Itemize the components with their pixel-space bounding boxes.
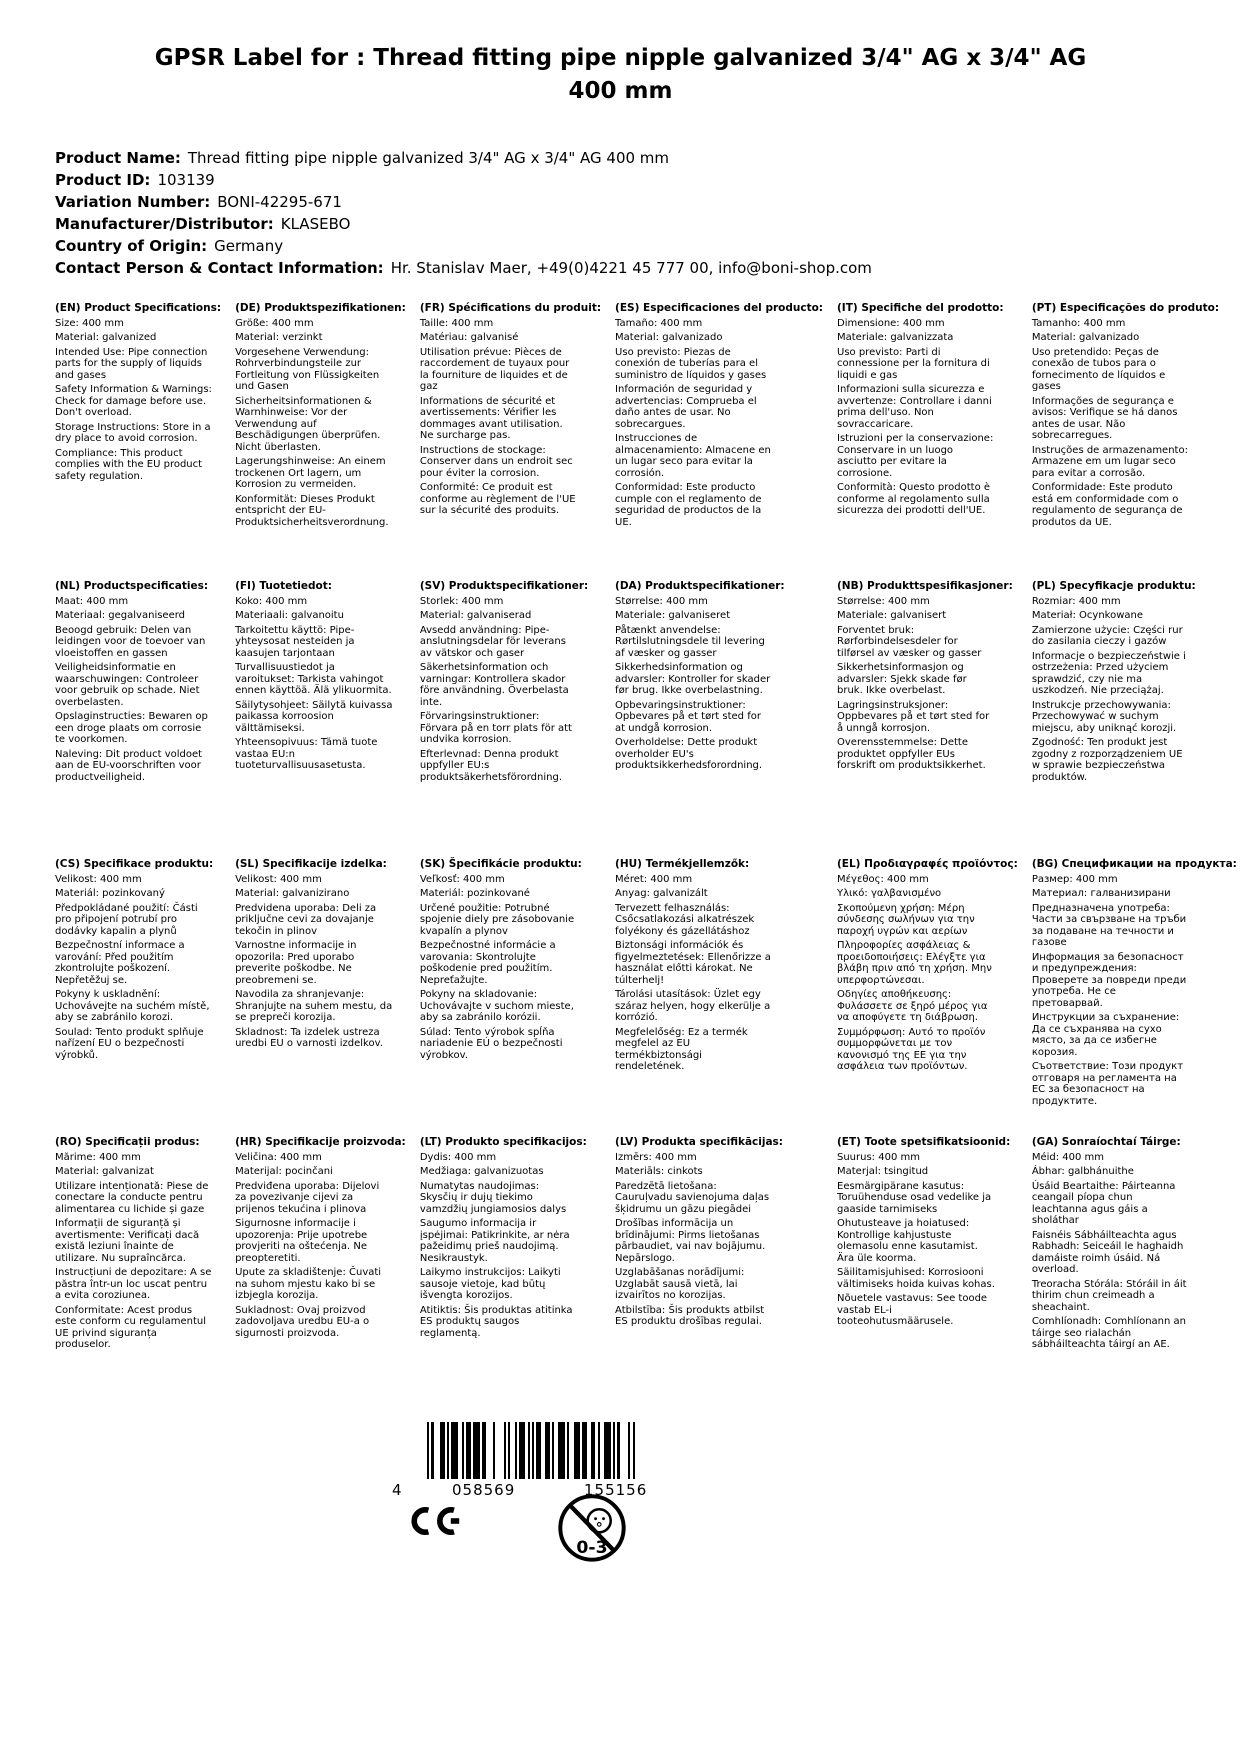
spec-item: Izmērs: 400 mm (615, 1151, 697, 1163)
spec-header: (DE) Produktspezifikationen: (235, 302, 406, 314)
spec-item: Súlad: Tento výrobok spĺňa nariadenie EÚ o bezpečnosti výrobkov. (419, 1026, 563, 1061)
spec-item: Naleving: Dit product voldoet aan de EU-voorschriften voor productveiligheid. (55, 748, 203, 783)
spec-item: Drošības informācija un brīdinājumi: Pirms lietošanas pārbaudiet, vai nav bojājumu. Nepārslogo. (615, 1218, 766, 1264)
product-info-value: Thread fitting pipe nipple galvanized 3/4" AG x 3/4" AG 400 mm (187, 149, 670, 167)
spec-item: Velikost: 400 mm (55, 873, 142, 885)
spec-item: Materiaal: gegalvaniseerd (55, 610, 186, 621)
spec-item: Eesmärgipärane kasutus: Toruühenduse osad vedelike ja gaaside tarnimiseks (837, 1180, 992, 1215)
ce-mark-icon (406, 1500, 462, 1542)
spec-item: Dydis: 400 mm (419, 1151, 497, 1163)
spec-block-sv (420, 581, 601, 859)
product-info-line (55, 257, 1186, 279)
spec-item: Størrelse: 400 mm (615, 595, 708, 607)
spec-item: Material: galvanized (55, 332, 157, 343)
spec-item: Turvallisuustiedot ja varoitukset: Tarkista vahingot ennen käyttöä. Älä ylikuormita. (235, 662, 392, 696)
barcode-bars-icon (427, 1422, 635, 1479)
barcode-digits-group1: 058569 (452, 1481, 516, 1499)
spec-item: Forventet bruk: Rørforbindelsesdeler for tilførsel av væsker og gasser (837, 624, 982, 659)
spec-block-hu (615, 859, 823, 1137)
spec-block-it (837, 303, 1018, 581)
spec-item: Informazioni sulla sicurezza e avvertenze: Controllare i danni prima dell'uso. Non sovraccaricare. (837, 384, 992, 430)
spec-block-nl (55, 581, 221, 859)
spec-header: (CS) Specifikace produktu: (55, 858, 214, 870)
age-warning-label: 0-3 (576, 1538, 608, 1559)
spec-item: Μέγεθος: 400 mm (837, 873, 929, 885)
spec-header: (BG) Спецификации на продукта: (1031, 858, 1237, 870)
spec-block-lv (615, 1137, 823, 1415)
spec-header: (IT) Specifiche del prodotto: (837, 302, 1004, 314)
spec-item: Velikost: 400 mm (235, 873, 322, 885)
spec-item: Tamanho: 400 mm (1031, 317, 1126, 329)
barcode-module (633, 1422, 635, 1479)
spec-item: Numatytas naudojimas: Skysčių ir dujų tiekimo vamzdžių jungiamosios dalys (419, 1180, 567, 1215)
spec-item: Материал: галванизирани (1031, 888, 1171, 899)
spec-header: (HU) Termékjellemzők: (615, 858, 750, 870)
spec-block-fr (420, 303, 601, 581)
spec-item: Materiál: pozinkované (419, 888, 530, 899)
spec-item: Sigurnosne informacije i upozorenja: Prije upotrebe provjeriti na oštećenja. Ne preopteretiti. (235, 1218, 368, 1264)
spec-item: Ohutusteave ja hoiatused: Kontrollige kahjustuste olemasolu enne kasutamist. Ära üle koorma. (837, 1218, 978, 1264)
spec-item: Instrucciones de almacenamiento: Almacene en un lugar seco para evitar la corrosión. (615, 433, 771, 479)
spec-item: Uso pretendido: Peças de conexão de tubos para o fornecimento de líquidos e gases (1031, 346, 1166, 392)
spec-item: Conformità: Questo prodotto è conforme al regolamento sulla sicurezza dei prodotti dell'UE. (837, 482, 991, 516)
spec-item: Påtænkt anvendelse: Rørtilslutningsdele til levering af væsker og gasser (615, 624, 765, 659)
spec-item: Uzglabāšanas norādījumi: Uzglabāt sausā vietā, lai izvairītos no korozijas. (615, 1267, 745, 1301)
spec-item: Konformität: Dieses Produkt entspricht der EU-Produktsicherheitsverordnung. (235, 493, 389, 528)
spec-item: Πληροφορίες ασφάλειας & προειδοποιήσεις: Ελέγξτε για βλάβη πριν από τη χρήση. Μην υπερφορτώνεσαι. (837, 940, 992, 986)
spec-item: Pokyny k uskladnění: Uchovávejte na suchém místě, aby se zabránilo korozi. (55, 989, 210, 1023)
spec-item: Συμμόρφωση: Αυτό το προϊόν συμμορφώνεται με τον κανονισμό της ΕΕ για την ασφάλεια των προϊόντων. (837, 1026, 986, 1072)
spec-item: Anyag: galvanizált (615, 888, 708, 899)
spec-item: Instructions de stockage: Conserver dans un endroit sec pour éviter la corrosion. (419, 444, 573, 479)
product-info-label: Country of Origin: (55, 237, 208, 255)
spec-header: (EN) Product Specifications: (55, 302, 222, 314)
spec-item: Materiale: galvaniseret (615, 610, 731, 621)
spec-item: Beoogd gebruik: Delen van leidingen voor de toevoer van vloeistoffen en gassen (55, 624, 206, 659)
spec-item: Informacje o bezpieczeństwie i ostrzeżenia: Przed użyciem sprawdzić, czy nie ma uszkodzeń. Nie przeciążaj. (1031, 650, 1186, 696)
spec-item: Dimensione: 400 mm (837, 317, 945, 329)
product-info-section (55, 147, 1186, 279)
page-title: GPSR Label for : Thread fitting pipe nipple galvanized 3/4" AG x 3/4" AG 400 mm (154, 45, 1087, 104)
spec-item: Pokyny na skladovanie: Uchovávajte v suchom mieste, aby sa zabránilo korózii. (419, 989, 574, 1023)
spec-item: Tervezett felhasználás: Csőcsatlakozási alkatrészek folyékony és gázellátáshoz (615, 902, 755, 937)
spec-item: Soulad: Tento produkt splňuje nařízení EU o bezpečnosti výrobků. (55, 1026, 204, 1061)
product-info-line (55, 235, 1186, 257)
spec-item: Biztonsági információk és figyelmeztetések: Ellenőrizze a használat előtti károkat. Ne túlterhelj! (615, 940, 771, 986)
spec-item: Saugumo informacija ir įspėjimai: Patikrinkite, ar nėra pažeidimų prieš naudojimą. Nesikraustyk. (419, 1218, 570, 1264)
spec-item: Υλικό: γαλβανισμένο (837, 888, 942, 899)
spec-item: Predvidena uporaba: Deli za priključne cevi za dovajanje tekočin in plinov (235, 902, 377, 937)
spec-item: Lagerungshinweise: An einem trockenen Ort lagern, um Korrosion zu vermeiden. (235, 456, 386, 490)
product-info-label: Contact Person & Contact Information: (55, 259, 384, 277)
spec-item: Taille: 400 mm (419, 317, 494, 329)
spec-item: Materiał: Ocynkowane (1031, 610, 1144, 621)
spec-item: Säkerhetsinformation och varningar: Kontrollera skador före användning. Överbelasta inte. (419, 662, 569, 708)
spec-item: Vorgesehene Verwendung: Rohrverbindungsteile zur Fortleitung von Flüssigkeiten und Gasen (235, 346, 380, 392)
spec-item: Istruzioni per la conservazione: Conservare in un luogo asciutto per evitare la corrosione. (837, 433, 994, 479)
spec-item: Instrukcje przechowywania: Przechowywać w suchym miejscu, aby uniknąć korozji. (1031, 699, 1177, 734)
spec-item: Medžiaga: galvanizuotas (419, 1166, 544, 1177)
spec-item: Информация за безопасност и предупреждения: Проверете за повреди преди употреба. Не се претоварвай. (1031, 951, 1187, 1009)
spec-item: Navodila za shranjevanje: Shranjujte na suhem mestu, da se prepreči korozija. (235, 989, 393, 1023)
spec-item: Predviđena uporaba: Dijelovi za povezivanje cijevi za prijenos tekućina i plinova (235, 1180, 380, 1215)
spec-item: Conformité: Ce produit est conforme au règlement de l'UE sur la sécurité des produits. (419, 482, 576, 516)
spec-item: Размер: 400 mm (1031, 873, 1118, 885)
spec-item: Tarkoitettu käyttö: Pipe-yhteysosat nesteiden ja kaasujen tarjontaan (235, 624, 355, 659)
spec-item: Veiligheidsinformatie en waarschuwingen: Controleer voor gebruik op schade. Niet overbelasten. (55, 662, 200, 708)
product-info-line (55, 169, 1186, 191)
product-info-value: BONI-42295-671 (217, 193, 342, 211)
spec-item: Méid: 400 mm (1031, 1151, 1105, 1163)
spec-header: (PT) Especificações do produto: (1031, 302, 1220, 314)
spec-item: Varnostne informacije in opozorila: Pred uporabo preverite poškodbe. Ne preobremeni se. (235, 940, 357, 986)
spec-item: Overensstemmelse: Dette produktet oppfyller EUs forskrift om produktsikkerhet. (837, 737, 986, 771)
spec-item: Zamierzone użycie: Części rur do zasilania cieczy i gazów (1031, 624, 1183, 647)
spec-item: Overholdelse: Dette produkt overholder EU's produktsikkerhedsforordning. (615, 737, 763, 771)
spec-block-ro (55, 1137, 221, 1415)
spec-item: Paredzētā lietošana: Cauruļvadu savienojuma daļas šķidrumu un gāzu piegādei (615, 1180, 770, 1215)
spec-item: Σκοπούμενη χρήση: Μέρη σύνδεσης σωλήνων για την παροχή υγρών και αερίων (837, 902, 975, 937)
product-info-label: Product Name: (55, 149, 181, 167)
product-info-label: Product ID: (55, 171, 151, 189)
spec-item: Materiāls: cinkots (615, 1166, 703, 1177)
spec-header: (RO) Specificații produs: (55, 1136, 200, 1148)
spec-item: Bezpečnostné informácie a varovania: Skontrolujte poškodenie pred použitím. Nepreťažujte. (419, 940, 556, 986)
spec-header: (LT) Produkto specifikacijos: (419, 1136, 587, 1148)
spec-item: Informații de siguranță și avertismente: Verificați dacă există leziuni înainte de utilizare. Nu supraîncărca. (55, 1218, 200, 1264)
spec-item: Informations de sécurité et avertissements: Vérifier les dommages avant utilisation. Ne surcharge pas. (419, 395, 563, 441)
spec-item: Предназначена употреба: Части за свързване на тръби за подаване на течности и газове (1031, 902, 1187, 948)
spec-item: Instrucțiuni de depozitare: A se păstra într-un loc uscat pentru a evita coroziunea. (55, 1267, 212, 1301)
spec-item: Size: 400 mm (55, 317, 124, 329)
spec-block-da (615, 581, 823, 859)
spec-item: Инструкции за съхранение: Да се съхранява на сухо място, за да се избегне корозия. (1031, 1012, 1180, 1058)
spec-block-cs (55, 859, 221, 1137)
spec-item: Sikkerhetsinformasjon og advarsler: Sjekk skade før bruk. Ikke overbelast. (837, 662, 967, 696)
spec-item: Størrelse: 400 mm (837, 595, 930, 607)
spec-header: (NL) Productspecificaties: (55, 580, 209, 592)
spec-header: (EL) Προδιαγραφές προϊόντος: (837, 858, 1018, 870)
spec-item: Sukladnost: Ovaj proizvod zadovoljava uredbu EU-a o sigurnosti proizvoda. (235, 1304, 370, 1339)
spec-item: Lagringsinstruksjoner: Oppbevares på et tørt sted for å unngå korrosjon. (837, 699, 990, 734)
spec-item: Materiaali: galvanoitu (235, 610, 344, 621)
spec-item: Megfelelőség: Ez a termék megfelel az EU termékbiztonsági rendeletének. (615, 1026, 748, 1072)
spec-item: Maat: 400 mm (55, 595, 129, 607)
spec-item: Zgodność: Ten produkt jest zgodny z rozporządzeniem UE w sprawie bezpieczeństwa produktów. (1031, 737, 1183, 783)
spec-item: Съответствие: Този продукт отговаря на регламента на ЕС за безопасност на продуктите. (1031, 1061, 1184, 1107)
age-warning-icon (556, 1492, 628, 1564)
spec-item: Laikymo instrukcijos: Laikyti sausoje vietoje, kad būtų išvengta korozijos. (419, 1267, 561, 1301)
spec-item: Opbevaringsinstruktioner: Opbevares på et tørt sted for at undgå korrosion. (615, 699, 761, 734)
spec-item: Storage Instructions: Store in a dry place to avoid corrosion. (55, 421, 211, 444)
spec-item: Tamaño: 400 mm (615, 317, 703, 329)
spec-item: Förvaringsinstruktioner: Förvara på en torr plats för att undvika korrosion. (419, 711, 572, 745)
spec-item: Mărime: 400 mm (55, 1151, 141, 1163)
spec-item: Méret: 400 mm (615, 873, 693, 885)
spec-item: Faisnéis Sábháilteachta agus Rabhadh: Seiceáil le haghaidh damáiste roimh úsáid. Ná overload. (1031, 1229, 1184, 1275)
spec-item: Intended Use: Pipe connection parts for the supply of liquids and gases (55, 346, 208, 381)
spec-header: (SL) Specifikacije izdelka: (235, 858, 387, 870)
product-info-value: 103139 (157, 171, 215, 189)
barcode-digit-left: 4 (392, 1481, 403, 1499)
spec-item: Säilytysohjeet: Säilytä kuivassa paikassa korroosion välttämiseksi. (235, 699, 393, 734)
spec-block-hr (235, 1137, 406, 1415)
spec-item: Sikkerhedsinformation og advarsler: Kontroller for skader før brug. Ikke overbelastning. (615, 662, 771, 696)
spec-item: Materiale: galvanisert (837, 610, 947, 621)
spec-item: Skladnost: Ta izdelek ustreza uredbi EU o varnosti izdelkov. (235, 1026, 383, 1049)
spec-item: Conformidad: Este producto cumple con el reglamento de seguridad de productos de la UE. (615, 482, 762, 528)
product-info-line (55, 213, 1186, 235)
spec-header: (FR) Spécifications du produit: (419, 302, 602, 314)
spec-block-lt (420, 1137, 601, 1415)
spec-item: Οδηγίες αποθήκευσης: Φυλάσσετε σε ξηρό μέρος για να αποφύγετε τη διάβρωση. (837, 989, 988, 1023)
spec-item: Sicherheitsinformationen & Warnhinweise: Vor der Verwendung auf Beschädigungen überprüfen. Nicht überlasten. (235, 395, 381, 453)
product-info-value: KLASEBO (280, 215, 351, 233)
spec-block-nb (837, 581, 1018, 859)
spec-item: Compliance: This product complies with the EU product safety regulation. (55, 447, 203, 482)
spec-item: Material: verzinkt (235, 332, 323, 343)
spec-item: Veľkosť: 400 mm (419, 873, 505, 885)
product-info-line (55, 191, 1186, 213)
spec-block-pl (1032, 581, 1237, 859)
spec-header: (ES) Especificaciones del producto: (615, 302, 823, 314)
spec-item: Treoracha Stórála: Stóráil in áit thirim chun creimeadh a sheachaint. (1031, 1278, 1187, 1313)
spec-item: Yhteensopivuus: Tämä tuote vastaa EU:n tuoteturvallisuusasetusta. (235, 737, 378, 771)
spec-block-el (837, 859, 1018, 1137)
spec-block-sl (235, 859, 406, 1137)
spec-item: Předpokládané použití: Části pro připojení potrubí pro dodávky kapalin a plynů (55, 902, 198, 937)
product-info-label: Variation Number: (55, 193, 211, 211)
spec-block-ga (1032, 1137, 1237, 1415)
spec-item: Suurus: 400 mm (837, 1151, 920, 1163)
spec-item: Rozmiar: 400 mm (1031, 595, 1121, 607)
product-info-label: Manufacturer/Distributor: (55, 215, 274, 233)
spec-item: Material: galvanizat (55, 1166, 154, 1177)
spec-block-es (615, 303, 823, 581)
spec-item: Säilitamisjuhised: Korrosiooni vältimiseks hoida kuivas kohas. (837, 1267, 995, 1290)
spec-item: Material: galvanizirano (235, 888, 350, 899)
spec-block-en (55, 303, 221, 581)
spec-block-et (837, 1137, 1018, 1415)
spec-item: Uso previsto: Piezas de conexión de tuberías para el suministro de líquidos y gases (615, 346, 767, 381)
spec-item: Materiál: pozinkovaný (55, 888, 165, 899)
spec-item: Material: galvanizado (615, 332, 723, 343)
spec-item: Atitiktis: Šis produktas atitinka ES produktų saugos reglamentą. (419, 1304, 573, 1339)
spec-item: Materjal: tsingitud (837, 1166, 929, 1177)
spec-header: (FI) Tuotetiedot: (235, 580, 332, 592)
spec-block-sk (420, 859, 601, 1137)
spec-item: Comhlíonadh: Comhlíonann an táirge seo rialachán sábháilteachta táirgí an AE. (1031, 1316, 1187, 1350)
spec-item: Úsáid Beartaithe: Páirteanna ceangail píopa chun leachtanna agus gáis a sholáthar (1031, 1180, 1176, 1226)
spec-item: Koko: 400 mm (235, 595, 308, 607)
spec-item: Utilizare intenționată: Piese de conectare la conducte pentru alimentarea cu lichide și gaze (55, 1180, 209, 1215)
spec-item: Tárolási utasítások: Üzlet egy száraz helyen, hogy elkerülje a korrózió. (615, 989, 771, 1023)
spec-item: Materijal: pocinčani (235, 1166, 333, 1177)
spec-item: Avsedd användning: Pipe-anslutningsdelar för leverans av vätskor och gaser (419, 624, 566, 659)
spec-item: Upute za skladištenje: Čuvati na suhom mjestu kako bi se izbjegla korozija. (235, 1267, 382, 1301)
spec-item: Storlek: 400 mm (419, 595, 504, 607)
spec-item: Utilisation prévue: Pièces de raccordement de tuyaux pour la fourniture de liquides et de gaz (419, 346, 570, 392)
spec-block-bg (1032, 859, 1237, 1137)
spec-item: Uso previsto: Parti di connessione per la fornitura di liquidi e gas (837, 346, 990, 381)
spec-item: Größe: 400 mm (235, 317, 314, 329)
barcode (390, 1422, 652, 1502)
spec-header: (GA) Sonraíochtaí Táirge: (1031, 1136, 1181, 1148)
spec-header: (NB) Produkttspesifikasjoner: (837, 580, 1013, 592)
spec-item: Material: galvaniserad (419, 610, 532, 621)
spec-item: Určené použitie: Potrubné spojenie diely pre zásobovanie kvapalín a plynov (419, 902, 575, 937)
spec-header: (SV) Produktspecifikationer: (419, 580, 589, 592)
product-info-value: Hr. Stanislav Maer, +49(0)4221 45 777 00, info@boni-shop.com (390, 259, 872, 277)
spec-header: (LV) Produkta specifikācijas: (615, 1136, 784, 1148)
spec-item: Efterlevnad: Denna produkt uppfyller EU:s produktsäkerhetsförordning. (419, 748, 562, 783)
spec-header: (PL) Specyfikacje produktu: (1031, 580, 1196, 592)
barcode-digits-group2: 155156 (584, 1481, 648, 1499)
spec-item: Matériau: galvanisé (419, 332, 519, 343)
spec-block-pt (1032, 303, 1237, 581)
spec-block-fi (235, 581, 406, 859)
spec-header: (ET) Toote spetsifikatsioonid: (837, 1136, 1011, 1148)
spec-item: Ábhar: galbhánuithe (1031, 1166, 1134, 1177)
spec-item: Materiale: galvanizzata (837, 332, 954, 343)
spec-item: Informações de segurança e avisos: Verifique se há danos antes de usar. Não sobrecarregues. (1031, 395, 1178, 441)
product-info-value: Germany (214, 237, 284, 255)
spec-item: Atbilstība: Šis produkts atbilst ES produktu drošības regulai. (615, 1304, 765, 1327)
spec-header: (SK) Špecifikácie produktu: (419, 858, 582, 870)
spec-item: Opslaginstructies: Bewaren op een droge plaats om corrosie te voorkomen. (55, 711, 208, 745)
spec-item: Información de seguridad y advertencias: Comprueba el daño antes de usar. No sobrecargues. (615, 384, 757, 430)
product-info-line (55, 147, 1186, 169)
spec-item: Material: galvanizado (1031, 332, 1140, 343)
spec-item: Safety Information & Warnings: Check for damage before use. Don't overload. (55, 384, 212, 418)
specs-grid (55, 302, 1237, 1415)
spec-block-de (235, 303, 406, 581)
spec-item: Instruções de armazenamento: Armazene em um lugar seco para evitar a corrosão. (1031, 444, 1188, 479)
spec-item: Nõuetele vastavus: See toode vastab EL-i tooteohutusmäärusele. (837, 1293, 988, 1327)
spec-item: Veličina: 400 mm (235, 1151, 322, 1163)
spec-item: Bezpečnostní informace a varování: Před použitím zkontrolujte poškození. Nepřetěžuj se. (55, 940, 185, 986)
spec-item: Conformitate: Acest produs este conform cu regulamentul UE privind siguranța produselor. (55, 1304, 206, 1350)
spec-item: Conformidade: Este produto está em conformidade com o regulamento de segurança de produtos da UE. (1031, 482, 1183, 528)
spec-header: (DA) Produktspecifikationer: (615, 580, 785, 592)
spec-header: (HR) Specifikacije proizvoda: (235, 1136, 406, 1148)
